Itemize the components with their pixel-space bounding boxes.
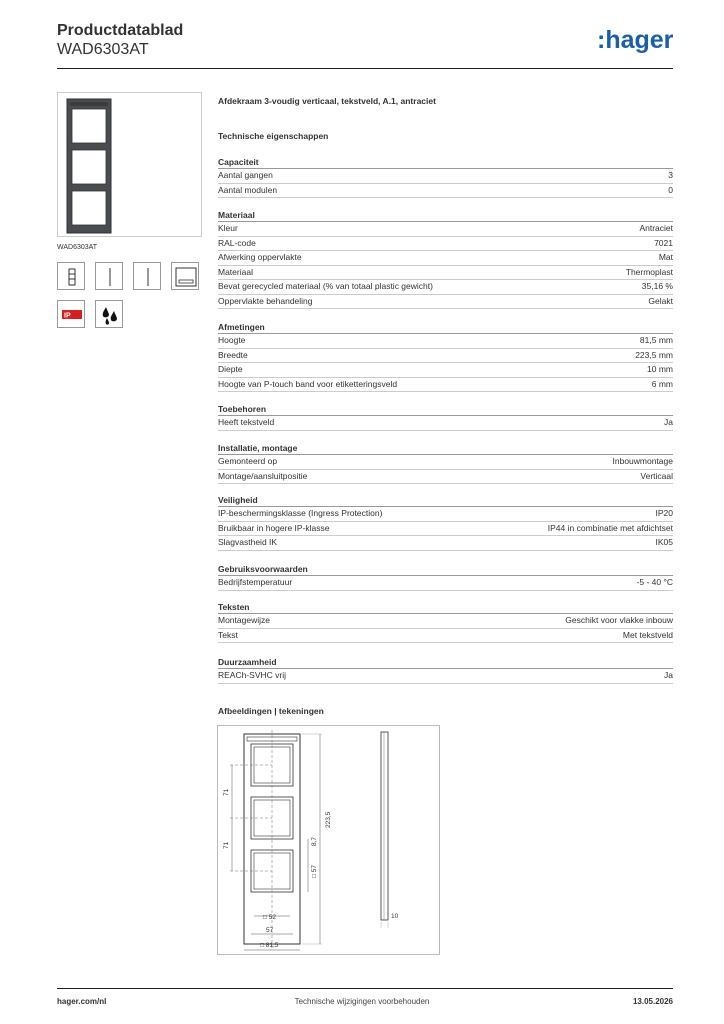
property-row (218, 470, 673, 485)
product-image (57, 92, 202, 237)
property-row (218, 266, 673, 281)
label-field-icon (171, 262, 199, 290)
property-value: Gelakt (648, 295, 673, 306)
section-gebruiksvoorwaarden (218, 563, 673, 591)
property-row (218, 576, 673, 591)
svg-text:57: 57 (266, 927, 274, 934)
property-value: Mat (658, 252, 673, 262)
property-row (218, 237, 673, 252)
property-row (218, 295, 673, 310)
svg-text::hager: :hager (597, 26, 674, 54)
property-value: IK05 (655, 537, 673, 547)
property-row (218, 363, 673, 378)
svg-text:□ 57: □ 57 (311, 865, 318, 878)
property-row (218, 455, 673, 470)
svg-text:71: 71 (223, 841, 230, 849)
property-value: IP44 in combinatie met afdichtset (547, 522, 673, 533)
line-icon (95, 262, 123, 290)
property-value: 81,5 mm (639, 335, 673, 345)
section-toebehoren (218, 403, 673, 431)
section-materiaal (218, 209, 673, 309)
property-value: 0 (668, 184, 673, 195)
document-title: Productdatablad (57, 22, 184, 39)
property-row (218, 349, 673, 364)
property-row (218, 669, 673, 684)
property-value: 223,5 mm (635, 349, 673, 360)
property-value: Verticaal (640, 470, 673, 481)
ip-rating-icon (57, 300, 85, 328)
water-drops-icon (95, 300, 123, 328)
footer-disclaimer: Technische wijzigingen voorbehouden (294, 997, 430, 1006)
property-label: Aantal modulen (218, 184, 278, 195)
property-row (218, 222, 673, 237)
property-label: Bedrijfstemperatuur (218, 577, 293, 587)
section-duurzaamheid (218, 656, 673, 684)
section-teksten (218, 601, 673, 643)
technical-drawing (217, 725, 440, 955)
property-row (218, 614, 673, 629)
property-label: REACh-SVHC vrij (218, 670, 287, 680)
footer-website[interactable]: hager.com/nl (57, 997, 107, 1006)
property-label: Bruikbaar in hogere IP-klasse (218, 522, 330, 533)
property-value: Antraciet (639, 223, 673, 233)
property-row (218, 522, 673, 537)
property-label: Slagvastheid IK (218, 537, 278, 547)
property-value: Thermoplast (625, 266, 673, 277)
page-header (57, 22, 677, 82)
property-label: Montage/aansluitpositie (218, 470, 308, 481)
property-label: Diepte (218, 364, 243, 374)
thumbnail-code: WAD6303AT (57, 244, 98, 251)
section-capaciteit (218, 156, 673, 198)
property-row (218, 334, 673, 349)
property-label: Tekst (218, 629, 238, 640)
svg-text:71: 71 (223, 788, 230, 796)
property-row (218, 507, 673, 522)
section-title: Afmetingen (218, 321, 673, 334)
svg-text:10: 10 (391, 913, 399, 920)
property-row (218, 378, 673, 393)
property-label: Hoogte van P-touch band voor etiketteringsveld (218, 378, 398, 389)
property-value: 6 mm (651, 378, 673, 389)
pictogram-row-2 (57, 300, 137, 330)
property-value: -5 - 40 °C (636, 577, 673, 587)
property-label: Hoogte (218, 335, 246, 345)
product-description: Afdekraam 3-voudig verticaal, tekstveld, A.1, antraciet (218, 96, 436, 106)
svg-text:IP: IP (64, 312, 71, 320)
section-title: Duurzaamheid (218, 656, 673, 669)
section-title: Capaciteit (218, 156, 673, 169)
property-row (218, 184, 673, 199)
property-label: Montagewijze (218, 615, 270, 625)
section-installatie-montage (218, 442, 673, 484)
pictogram-row (57, 262, 207, 292)
property-value: Ja (664, 670, 673, 680)
footer-divider (57, 988, 673, 989)
property-label: Gemonteerd op (218, 456, 278, 466)
section-afmetingen (218, 321, 673, 392)
svg-text:□ 52: □ 52 (263, 914, 276, 921)
drawings-title: Afbeeldingen | tekeningen (218, 706, 324, 716)
property-row (218, 416, 673, 431)
property-label: Oppervlakte behandeling (218, 295, 313, 306)
property-label: Breedte (218, 349, 248, 360)
section-title: Toebehoren (218, 403, 673, 416)
property-value: Geschikt voor vlakke inbouw (565, 615, 673, 625)
property-label: Heeft tekstveld (218, 417, 275, 427)
section-veiligheid (218, 494, 673, 551)
section-title: Gebruiksvoorwaarden (218, 563, 673, 576)
property-label: RAL-code (218, 237, 256, 248)
svg-text:8,7: 8,7 (311, 836, 318, 846)
property-row (218, 280, 673, 295)
property-value: Ja (664, 417, 673, 427)
header-divider (57, 68, 673, 69)
footer-date: 13.05.2026 (632, 997, 673, 1006)
property-row (218, 536, 673, 551)
property-label: Afwerking oppervlakte (218, 252, 302, 262)
property-row (218, 629, 673, 644)
svg-text:□ 81,5: □ 81,5 (260, 942, 279, 949)
property-value: 3 (668, 170, 673, 180)
property-value: 35,16 % (641, 281, 673, 291)
property-value: 7021 (654, 237, 673, 248)
property-value: IP20 (655, 508, 673, 518)
hager-logo (597, 24, 677, 58)
svg-text:223,5: 223,5 (325, 811, 332, 828)
property-label: Aantal gangen (218, 170, 273, 180)
section-title: Teksten (218, 601, 673, 614)
property-row (218, 169, 673, 184)
product-code: WAD6303AT (57, 41, 149, 58)
vertical-3-gang-icon (57, 262, 85, 290)
property-label: Materiaal (218, 266, 253, 277)
property-row (218, 251, 673, 266)
property-value: Inbouwmontage (612, 456, 673, 466)
section-title: Materiaal (218, 209, 673, 222)
tech-properties-title: Technische eigenschappen (218, 131, 329, 141)
property-label: Kleur (218, 223, 238, 233)
property-value: 10 mm (647, 364, 673, 374)
section-title: Installatie, montage (218, 442, 673, 455)
section-title: Veiligheid (218, 494, 673, 507)
line-icon (133, 262, 161, 290)
property-label: Bevat gerecycled materiaal (% van totaal plastic gewicht) (218, 281, 433, 291)
property-label: IP-beschermingsklasse (Ingress Protection) (218, 508, 383, 518)
property-value: Met tekstveld (622, 629, 673, 640)
